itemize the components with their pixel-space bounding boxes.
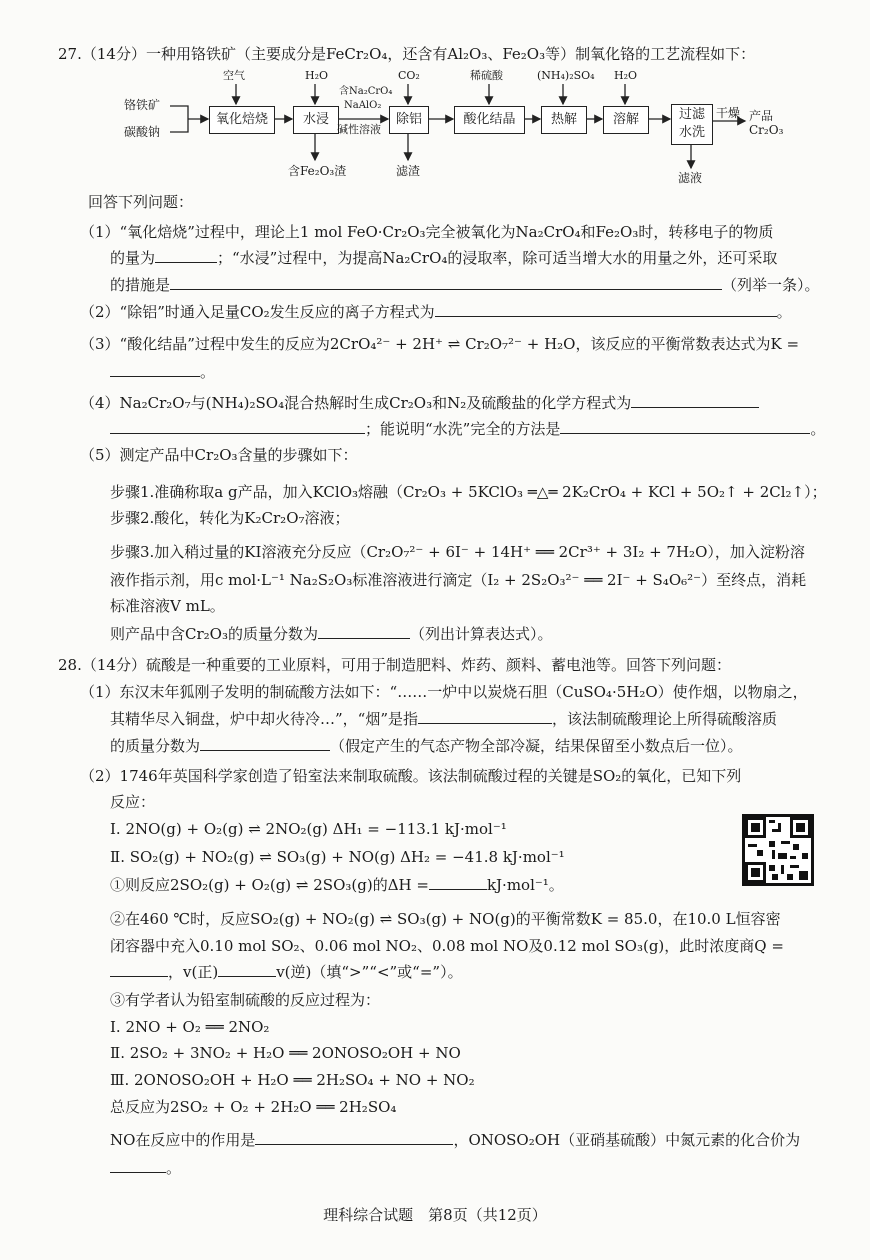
qr-code-image (742, 814, 814, 886)
q28-sub2-answer-blank-2[interactable] (218, 962, 276, 977)
q28-part1-answer-blank-2[interactable] (200, 736, 330, 751)
q27-part2-answer-blank[interactable] (435, 302, 777, 317)
q28-sub3-line: ③有学者认为铅室制硫酸的反应过程为： (110, 991, 381, 1009)
q27-part4-answer-blank-3[interactable] (560, 419, 810, 434)
q28-part1-text-d: （假定产生的气态产物全部冷凝，结果保留至小数点后一位）。 (330, 737, 743, 755)
flow-step-leach: 水浸 (293, 106, 339, 134)
q27-intro: 回答下列问题： (88, 193, 194, 211)
flow-step-filter: 过滤 (678, 107, 705, 122)
q28-sub3-line2 (110, 1158, 181, 1178)
q27-part5-answer-blank[interactable] (318, 624, 410, 639)
flow-step-filter-wash (671, 104, 713, 145)
q28-sub3-text-a: NO在反应中的作用是 (110, 1131, 256, 1149)
flow-mid-label-2: NaAlO₂ (344, 100, 382, 111)
q27-part4-answer-blank-1[interactable] (631, 393, 759, 408)
flow-step-acidify: 酸化结晶 (454, 106, 525, 134)
q27-part1-answer-blank-1[interactable] (155, 248, 217, 263)
flow-input-soda: 碳酸钠 (124, 125, 161, 139)
q27-part4-text-b: ；能说明“水洗”完全的方法是 (365, 420, 561, 438)
flow-filtrate: 滤液 (678, 171, 703, 185)
q28-sub1-line (110, 875, 564, 895)
q28-sub2-line3 (110, 962, 463, 982)
page-footer: 理科综合试题 第8页（共12页） (323, 1206, 547, 1224)
q28-sub3-text-b: ，ONOSO₂OH（亚硝基硫酸）中氮元素的化合价为 (453, 1131, 801, 1149)
flow-reagent-water-1: H₂O (305, 69, 329, 82)
q28-part2-line2: 反应： (110, 793, 156, 811)
q28-part1-text-a: 其精华尽入铜盘，炉中却火待冷…”，“烟”是指 (110, 710, 419, 728)
q28-part1-text-b: ，该法制硫酸理论上所得硫酸溶质 (552, 710, 778, 728)
q27-part1-line1: （1）“氧化焙烧”过程中，理论上1 mol FeO·Cr₂O₃完全被氧化为Na₂CrO₄和Fe₂O₃时，转移电子的物质 (80, 223, 774, 241)
q27-step3-line2: 液作指示剂，用c mol·L⁻¹ Na₂S₂O₃标准溶液进行滴定（I₂ + 2S₂O₃²⁻ ══ 2I⁻ + S₄O₆²⁻）至终点，消耗 (110, 571, 807, 589)
q28-sub2-text-b: v(逆)（填“>”“<”或“=”）。 (276, 963, 463, 981)
q27-part1-text-c: 的措施是 (110, 276, 171, 294)
flow-reagent-air: 空气 (223, 69, 245, 82)
q28-part1-line2 (110, 709, 777, 729)
q28-sub3-answer-blank-2[interactable] (110, 1158, 166, 1173)
q28-sub2-line2: 闭容器中充入0.10 mol SO₂、0.06 mol NO₂、0.08 mol NO及0.12 mol SO₃(g)，此时浓度商Q = (110, 937, 784, 955)
q27-step3-line1: 步骤3.加入稍过量的KI溶液充分反应（Cr₂O₇²⁻ + 6I⁻ + 14H⁺ ══ 2Cr³⁺ + 3I₂ + 7H₂O），加入淀粉溶 (110, 543, 805, 561)
q27-step3-line3: 标准溶液V mL。 (110, 597, 225, 615)
q27-header: 27.（14分）一种用铬铁矿（主要成分是FeCr₂O₄，还含有Al₂O₃、Fe₂O₃等）制氧化铬的工艺流程如下： (58, 45, 756, 63)
q28-part2-line1: （2）1746年英国科学家创造了铅室法来制取硫酸。该法制硫酸过程的关键是SO₂的氧化，已知下列 (80, 767, 742, 785)
q28-sub2-answer-blank-1[interactable] (110, 962, 168, 977)
flow-product-label: 产品 (749, 109, 774, 123)
q28-sub3-end: 。 (166, 1159, 182, 1177)
q27-part4-end: 。 (810, 420, 826, 438)
q28-part1-answer-blank-1[interactable] (418, 709, 552, 724)
q27-part3-answer-blank[interactable] (110, 362, 200, 377)
q27-part1-text-a: 的量为 (110, 249, 156, 267)
q27-part3-line1: （3）“酸化结晶”过程中发生的反应为2CrO₄²⁻ + 2H⁺ ⇌ Cr₂O₇²⁻ + H₂O，该反应的平衡常数表达式为K = (80, 335, 800, 353)
flow-step-roast: 氧化焙烧 (209, 106, 275, 134)
q28-step-3: Ⅲ. 2ONOSO₂OH + H₂O ══ 2H₂SO₄ + NO + NO₂ (110, 1071, 475, 1089)
q27-part2-text: （2）“除铝”时通入足量CO₂发生反应的离子方程式为 (80, 303, 435, 321)
flow-step-dissolve: 溶解 (603, 106, 649, 134)
q28-reaction-1: Ⅰ. 2NO(g) + O₂(g) ⇌ 2NO₂(g) ΔH₁ = −113.1 kJ·mol⁻¹ (110, 820, 507, 838)
q28-part1-text-c: 的质量分数为 (110, 737, 201, 755)
qr-code-pattern (745, 817, 811, 883)
flow-product-formula: Cr₂O₃ (749, 123, 784, 137)
q27-part1-line3 (110, 275, 820, 295)
q27-step1: 步骤1.准确称取a g产品，加入KClO₃熔融（Cr₂O₃ + 5KClO₃ ═△═ 2K₂CrO₄ + KCl + 5O₂↑ + 2Cl₂↑）； (110, 483, 827, 501)
q27-part2-end: 。 (776, 303, 792, 321)
q27-step2: 步骤2.酸化，转化为K₂Cr₂O₇溶液； (110, 509, 350, 527)
q28-header: 28.（14分）硫酸是一种重要的工业原料，可用于制造肥料、炸药、颜料、蓄电池等。回答下列问题： (58, 656, 731, 674)
q28-reaction-2: Ⅱ. SO₂(g) + NO₂(g) ⇌ SO₃(g) + NO(g) ΔH₂ = −41.8 kJ·mol⁻¹ (110, 848, 565, 866)
q27-part3-line2 (110, 362, 215, 382)
flow-reagent-ammonium-sulfate: (NH₄)₂SO₄ (537, 69, 595, 82)
flow-reagent-co2: CO₂ (398, 69, 420, 82)
q27-part1-line2 (110, 248, 777, 268)
q27-part1-text-d: （列举一条）。 (722, 276, 820, 294)
q28-sub1-text: ①则反应2SO₂(g) + O₂(g) ⇌ 2SO₃(g)的ΔH = (110, 876, 429, 894)
flow-mid-label-3: 碱性溶液 (337, 123, 381, 136)
q27-part5-text: 则产品中含Cr₂O₃的质量分数为 (110, 625, 318, 643)
flow-step-pyrolysis: 热解 (541, 106, 587, 134)
q28-part1-line1: （1）东汉末年狐刚子发明的制硫酸方法如下：“……一炉中以炭烧石胆（CuSO₄·5H₂O）使作烟，以物扇之， (80, 683, 808, 701)
q28-overall-reaction: 总反应为2SO₂ + O₂ + 2H₂O ══ 2H₂SO₄ (110, 1098, 397, 1116)
q27-part1-answer-blank-2[interactable] (170, 275, 722, 290)
q28-step-2: Ⅱ. 2SO₂ + 3NO₂ + H₂O ══ 2ONOSO₂OH + NO (110, 1044, 461, 1062)
flow-reagent-water-2: H₂O (614, 69, 638, 82)
flow-dry-label: 干燥 (716, 106, 741, 120)
flow-input-ore: 铬铁矿 (124, 98, 161, 112)
q27-part5-result (110, 624, 553, 644)
q28-sub2-text-a: ，v(正) (168, 963, 219, 981)
flow-step-remove-al: 除铝 (389, 106, 429, 134)
q28-sub1-unit: kJ·mol⁻¹。 (486, 876, 564, 894)
q28-part1-line3 (110, 736, 743, 756)
q27-part4-text: （4）Na₂Cr₂O₇与(NH₄)₂SO₄混合热解时生成Cr₂O₃和N₂及硫酸盐的化学方程式为 (80, 394, 632, 412)
q28-step-1: Ⅰ. 2NO + O₂ ══ 2NO₂ (110, 1018, 270, 1036)
q27-part4-answer-blank-2[interactable] (110, 419, 365, 434)
q27-part5-line1: （5）测定产品中Cr₂O₃含量的步骤如下： (80, 446, 358, 464)
q28-sub2-line1: ②在460 ℃时，反应SO₂(g) + NO₂(g) ⇌ SO₃(g) + NO(g)的平衡常数K = 85.0，在10.0 L恒容密 (110, 910, 781, 928)
q28-sub1-answer-blank[interactable] (429, 875, 487, 890)
q27-part3-end: 。 (200, 363, 216, 381)
flow-mid-label-1: 含Na₂CrO₄ (339, 86, 393, 97)
flow-reagent-h2so4: 稀硫酸 (470, 69, 503, 82)
flow-step-wash: 水洗 (678, 125, 705, 140)
q27-part5-end: （列出计算表达式）。 (409, 625, 553, 643)
flow-residue-fe2o3: 含Fe₂O₃渣 (288, 164, 347, 178)
q28-sub3-answer-blank-1[interactable] (255, 1130, 453, 1145)
q27-part1-text-b: ；“水浸”过程中，为提高Na₂CrO₄的浸取率，除可适当增大水的用量之外，还可采取 (217, 249, 778, 267)
flow-residue-filter: 滤渣 (396, 164, 421, 178)
q27-part4-line2 (110, 419, 825, 439)
q28-sub3-question (110, 1130, 800, 1150)
q27-part4-line1 (80, 393, 759, 413)
q27-part2-line (80, 302, 792, 322)
